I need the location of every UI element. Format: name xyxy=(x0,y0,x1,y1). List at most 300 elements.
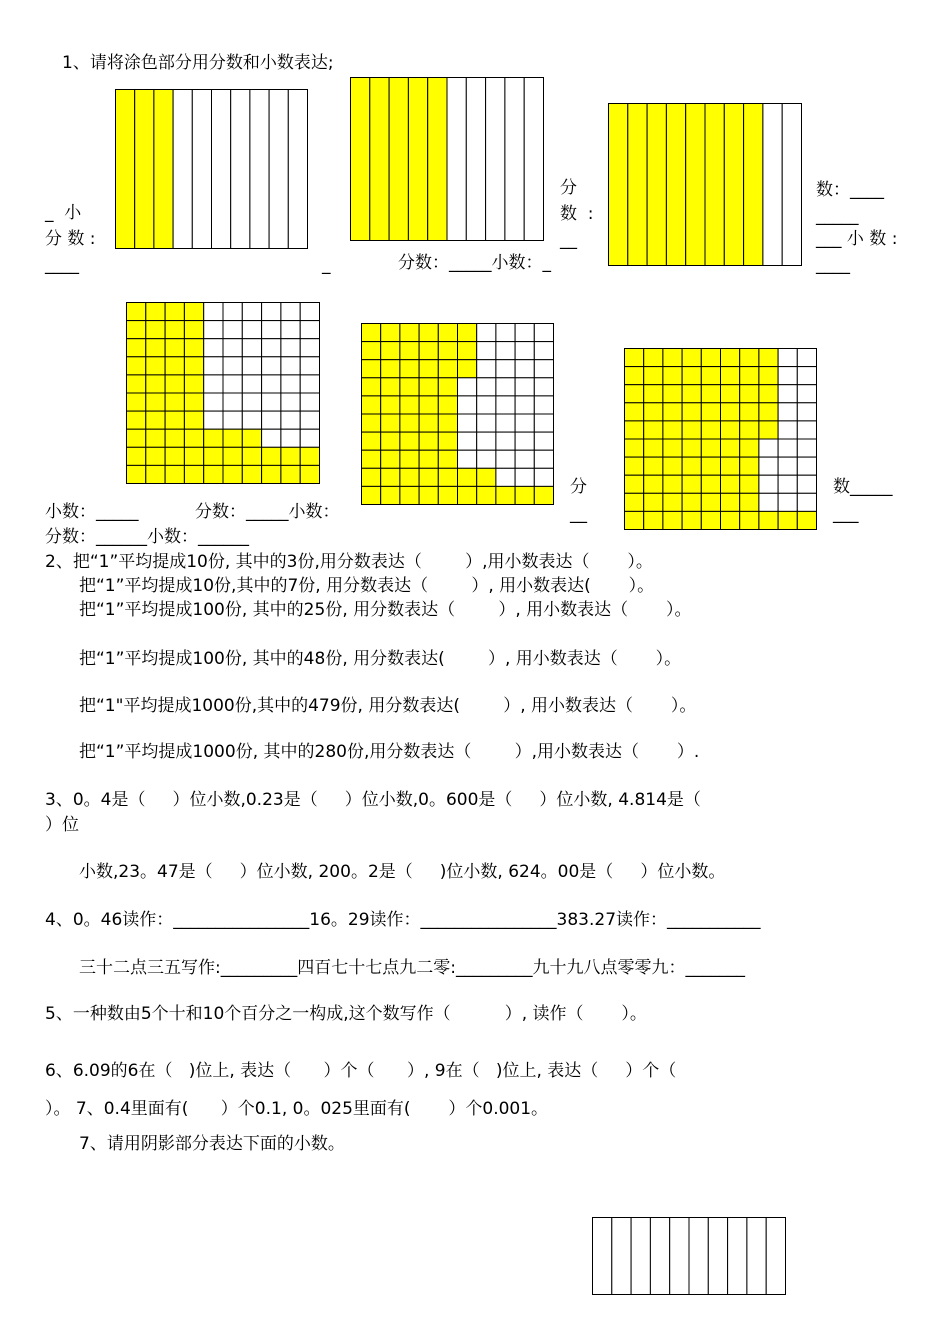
shaded-cell xyxy=(381,324,400,342)
empty-cell xyxy=(797,493,816,511)
shaded-cell xyxy=(184,357,203,375)
shaded-cell xyxy=(184,393,203,411)
empty-cell xyxy=(458,396,477,414)
empty-cell xyxy=(797,439,816,457)
shaded-cell xyxy=(127,357,146,375)
shaded-cell xyxy=(400,450,419,468)
empty-cell xyxy=(300,357,319,375)
empty-cell xyxy=(534,378,553,396)
empty-strip xyxy=(192,90,211,249)
shaded-cell xyxy=(663,385,682,403)
shaded-strip xyxy=(744,104,763,266)
empty-strip xyxy=(747,1218,766,1295)
q6-line-1: 6、6.09的6在（ )位上, 表达（ ）个（ ）, 9在（ )位上, 表达（ ）个（ xyxy=(45,1061,677,1081)
shaded-cell xyxy=(184,321,203,339)
empty-cell xyxy=(515,324,534,342)
shaded-cell xyxy=(223,465,242,483)
empty-cell xyxy=(262,303,281,321)
shaded-cell xyxy=(127,447,146,465)
shaded-cell xyxy=(400,360,419,378)
empty-cell xyxy=(534,414,553,432)
empty-cell xyxy=(281,429,300,447)
shaded-cell xyxy=(721,385,740,403)
shaded-strip xyxy=(389,78,408,241)
shaded-cell xyxy=(146,321,165,339)
shaded-cell xyxy=(625,475,644,493)
label-fraction-decimal-2: 分数：_____小数：_ xyxy=(398,253,551,273)
empty-strip xyxy=(763,104,782,266)
shaded-cell xyxy=(721,511,740,529)
shaded-cell xyxy=(759,403,778,421)
shaded-cell xyxy=(682,403,701,421)
shaded-cell xyxy=(644,511,663,529)
empty-cell xyxy=(496,342,515,360)
label-shu-6: 数_____ xyxy=(833,477,893,497)
empty-strip xyxy=(269,90,288,249)
empty-cell xyxy=(534,450,553,468)
shaded-cell xyxy=(400,486,419,504)
empty-cell xyxy=(300,375,319,393)
empty-cell xyxy=(477,342,496,360)
empty-cell xyxy=(515,450,534,468)
shaded-cell xyxy=(184,303,203,321)
shaded-cell xyxy=(165,411,184,429)
shaded-cell xyxy=(625,493,644,511)
shaded-cell xyxy=(165,357,184,375)
shaded-cell xyxy=(419,432,438,450)
empty-cell xyxy=(262,393,281,411)
shaded-cell xyxy=(663,439,682,457)
shaded-cell xyxy=(625,421,644,439)
empty-cell xyxy=(242,321,261,339)
shaded-cell xyxy=(242,447,261,465)
empty-cell xyxy=(281,339,300,357)
empty-cell xyxy=(223,303,242,321)
shaded-cell xyxy=(740,367,759,385)
empty-strip xyxy=(708,1218,727,1295)
shaded-cell xyxy=(438,450,457,468)
empty-cell xyxy=(242,393,261,411)
empty-strip xyxy=(466,78,485,241)
shaded-cell xyxy=(184,411,203,429)
shaded-cell xyxy=(644,493,663,511)
shaded-cell xyxy=(682,439,701,457)
shaded-cell xyxy=(701,439,720,457)
shaded-cell xyxy=(165,447,184,465)
empty-strip xyxy=(631,1218,650,1295)
empty-cell xyxy=(262,339,281,357)
shaded-cell xyxy=(740,475,759,493)
shaded-cell xyxy=(381,450,400,468)
shaded-cell xyxy=(262,447,281,465)
shaded-cell xyxy=(759,421,778,439)
shaded-cell xyxy=(682,493,701,511)
label-blank-1: ____ xyxy=(45,255,79,275)
shaded-cell xyxy=(458,324,477,342)
empty-cell xyxy=(477,378,496,396)
shaded-cell xyxy=(204,429,223,447)
empty-cell xyxy=(477,396,496,414)
shaded-cell xyxy=(721,349,740,367)
shaded-cell xyxy=(438,396,457,414)
empty-cell xyxy=(797,349,816,367)
shaded-cell xyxy=(381,414,400,432)
shaded-cell xyxy=(701,385,720,403)
shaded-cell xyxy=(184,447,203,465)
empty-cell xyxy=(204,411,223,429)
empty-cell xyxy=(797,385,816,403)
shaded-strip xyxy=(724,104,743,266)
shaded-cell xyxy=(127,375,146,393)
shaded-cell xyxy=(644,367,663,385)
shaded-cell xyxy=(281,447,300,465)
shaded-cell xyxy=(663,403,682,421)
empty-strip xyxy=(447,78,466,241)
label-blank-3: __ xyxy=(560,230,577,250)
shaded-strip xyxy=(628,104,647,266)
empty-cell xyxy=(778,367,797,385)
empty-cell xyxy=(204,375,223,393)
q2-line-3: 把“1”平均提成100份, 其中的25份, 用分数表达（ ）, 用小数表达（ ）。 xyxy=(79,600,692,620)
empty-cell xyxy=(778,493,797,511)
shaded-cell xyxy=(740,511,759,529)
shaded-cell xyxy=(300,465,319,483)
fraction-figure-2 xyxy=(350,77,544,241)
shaded-cell xyxy=(534,486,553,504)
shaded-cell xyxy=(400,324,419,342)
shaded-cell xyxy=(419,468,438,486)
shaded-cell xyxy=(419,378,438,396)
empty-cell xyxy=(534,432,553,450)
empty-cell xyxy=(778,475,797,493)
shaded-cell xyxy=(400,414,419,432)
empty-cell xyxy=(242,303,261,321)
shaded-cell xyxy=(644,385,663,403)
shaded-cell xyxy=(778,511,797,529)
shaded-cell xyxy=(362,360,381,378)
empty-cell xyxy=(797,367,816,385)
shaded-cell xyxy=(204,447,223,465)
shaded-cell xyxy=(759,367,778,385)
empty-strip xyxy=(593,1218,612,1295)
shaded-cell xyxy=(663,349,682,367)
shaded-cell xyxy=(458,486,477,504)
shaded-cell xyxy=(477,486,496,504)
empty-cell xyxy=(223,411,242,429)
fraction-figure-6 xyxy=(624,348,817,530)
shaded-cell xyxy=(438,324,457,342)
shaded-cell xyxy=(458,468,477,486)
shaded-cell xyxy=(146,357,165,375)
empty-cell xyxy=(496,396,515,414)
label-blank-7: ___ xyxy=(833,504,859,524)
shaded-cell xyxy=(701,475,720,493)
shaded-cell xyxy=(663,457,682,475)
label-blank-4: _____ xyxy=(816,206,859,226)
shaded-cell xyxy=(438,414,457,432)
empty-cell xyxy=(281,357,300,375)
shaded-strip xyxy=(154,90,173,249)
empty-cell xyxy=(778,457,797,475)
q4-line-2: 三十二点三五写作:_________四百七十七点九二零:_________九十九八点零零九：_______ xyxy=(79,958,745,978)
q3-line-1: 3、0。4是（ ）位小数,0.23是（ ）位小数,0。600是（ ）位小数, 4.814是（ xyxy=(45,790,701,810)
label-decimal-4: 小数：_____ xyxy=(45,502,139,522)
q3-line-3: 小数,23。47是（ ）位小数, 200。2是（ )位小数, 624。00是（ ）位小数。 xyxy=(79,862,726,882)
empty-cell xyxy=(515,378,534,396)
fraction-figure-4 xyxy=(126,302,320,484)
empty-cell xyxy=(458,378,477,396)
empty-strip xyxy=(505,78,524,241)
label-blank-6: __ xyxy=(570,504,587,524)
label-fraction-1: 分 数 : xyxy=(45,229,96,249)
q2-line-2: 把“1”平均提成10份,其中的7份, 用分数表达（ ）, 用小数表达( ）。 xyxy=(79,576,655,596)
shaded-cell xyxy=(438,486,457,504)
empty-cell xyxy=(778,385,797,403)
q7-title: 7、请用阴影部分表达下面的小数。 xyxy=(79,1134,345,1154)
label-shu-blank: 数：____ xyxy=(816,180,884,200)
empty-cell xyxy=(300,339,319,357)
shaded-cell xyxy=(740,457,759,475)
empty-strip xyxy=(173,90,192,249)
shaded-cell xyxy=(362,432,381,450)
shaded-cell xyxy=(663,367,682,385)
shaded-cell xyxy=(721,475,740,493)
shaded-cell xyxy=(184,339,203,357)
empty-strip xyxy=(288,90,307,249)
shaded-cell xyxy=(400,378,419,396)
shaded-strip xyxy=(705,104,724,266)
shaded-cell xyxy=(184,429,203,447)
empty-cell xyxy=(300,321,319,339)
shaded-cell xyxy=(362,396,381,414)
empty-cell xyxy=(496,468,515,486)
shaded-cell xyxy=(759,511,778,529)
shaded-cell xyxy=(721,457,740,475)
shaded-cell xyxy=(381,486,400,504)
empty-cell xyxy=(759,439,778,457)
shaded-cell xyxy=(165,321,184,339)
shaded-cell xyxy=(362,486,381,504)
shaded-cell xyxy=(127,303,146,321)
shaded-cell xyxy=(242,429,261,447)
empty-cell xyxy=(778,349,797,367)
empty-cell xyxy=(759,457,778,475)
empty-cell xyxy=(496,432,515,450)
shaded-cell xyxy=(146,447,165,465)
shaded-cell xyxy=(721,493,740,511)
shaded-cell xyxy=(625,457,644,475)
shaded-cell xyxy=(381,396,400,414)
q2-line-4: 把“1”平均提成100份, 其中的48份, 用分数表达( ）, 用小数表达（ ）。 xyxy=(79,649,682,669)
empty-cell xyxy=(759,493,778,511)
shaded-cell xyxy=(419,414,438,432)
empty-cell xyxy=(477,450,496,468)
shaded-cell xyxy=(419,396,438,414)
empty-cell xyxy=(458,450,477,468)
blank-strip-figure[interactable] xyxy=(592,1217,786,1295)
shaded-cell xyxy=(663,475,682,493)
empty-strip xyxy=(728,1218,747,1295)
shaded-cell xyxy=(362,342,381,360)
empty-cell xyxy=(262,429,281,447)
empty-cell xyxy=(458,432,477,450)
shaded-cell xyxy=(262,465,281,483)
shaded-cell xyxy=(644,349,663,367)
empty-strip xyxy=(612,1218,631,1295)
label-fen-6: 分 xyxy=(570,477,587,497)
shaded-strip xyxy=(408,78,427,241)
q5-line-1: 5、一种数由5个十和10个百分之一构成,这个数写作（ ）, 读作（ ）。 xyxy=(45,1004,647,1024)
shaded-cell xyxy=(381,468,400,486)
q2-line-6: 把“1”平均提成1000份, 其中的280份,用分数表达（ ）,用小数表达（ ）. xyxy=(79,742,700,762)
shaded-cell xyxy=(740,439,759,457)
shaded-cell xyxy=(458,360,477,378)
shaded-cell xyxy=(419,486,438,504)
empty-cell xyxy=(534,468,553,486)
fraction-figure-5 xyxy=(361,323,554,505)
empty-cell xyxy=(496,378,515,396)
shaded-strip xyxy=(116,90,135,249)
shaded-cell xyxy=(362,450,381,468)
q2-line-1: 2、把“1”平均提成10份, 其中的3份,用分数表达（ ）,用小数表达（ ）。 xyxy=(45,552,653,572)
empty-cell xyxy=(204,303,223,321)
label-fraction-decimal-4: 分数：______小数：______ xyxy=(45,527,249,547)
empty-cell xyxy=(797,457,816,475)
shaded-strip xyxy=(647,104,666,266)
shaded-cell xyxy=(496,486,515,504)
empty-strip xyxy=(670,1218,689,1295)
shaded-cell xyxy=(701,403,720,421)
empty-cell xyxy=(515,432,534,450)
empty-cell xyxy=(797,403,816,421)
shaded-cell xyxy=(184,465,203,483)
empty-cell xyxy=(242,411,261,429)
shaded-cell xyxy=(701,367,720,385)
shaded-cell xyxy=(721,403,740,421)
shaded-cell xyxy=(625,349,644,367)
q6-line-2: ）。 7、0.4里面有( ）个0.1, 0。025里面有( ）个0.001。 xyxy=(45,1099,549,1119)
empty-cell xyxy=(477,432,496,450)
shaded-cell xyxy=(625,439,644,457)
fraction-figure-1 xyxy=(115,89,308,249)
shaded-cell xyxy=(127,339,146,357)
empty-cell xyxy=(262,357,281,375)
shaded-cell xyxy=(740,349,759,367)
shaded-cell xyxy=(146,303,165,321)
shaded-cell xyxy=(477,468,496,486)
shaded-cell xyxy=(682,511,701,529)
empty-cell xyxy=(223,321,242,339)
empty-cell xyxy=(223,393,242,411)
shaded-cell xyxy=(165,339,184,357)
empty-cell xyxy=(477,324,496,342)
empty-cell xyxy=(223,339,242,357)
shaded-cell xyxy=(682,475,701,493)
empty-strip xyxy=(782,104,801,266)
shaded-cell xyxy=(644,475,663,493)
shaded-strip xyxy=(370,78,389,241)
empty-cell xyxy=(759,475,778,493)
empty-cell xyxy=(534,396,553,414)
shaded-cell xyxy=(146,375,165,393)
empty-cell xyxy=(223,375,242,393)
label-fen: 分 xyxy=(560,178,577,198)
shaded-cell xyxy=(146,465,165,483)
shaded-cell xyxy=(127,411,146,429)
shaded-cell xyxy=(438,378,457,396)
empty-cell xyxy=(515,414,534,432)
empty-strip xyxy=(766,1218,785,1295)
shaded-cell xyxy=(165,375,184,393)
shaded-cell xyxy=(625,385,644,403)
empty-cell xyxy=(778,403,797,421)
empty-cell xyxy=(515,342,534,360)
empty-cell xyxy=(281,321,300,339)
empty-cell xyxy=(300,303,319,321)
shaded-cell xyxy=(146,429,165,447)
shaded-cell xyxy=(701,421,720,439)
shaded-cell xyxy=(625,511,644,529)
shaded-cell xyxy=(682,457,701,475)
shaded-cell xyxy=(701,493,720,511)
shaded-cell xyxy=(400,396,419,414)
shaded-cell xyxy=(419,360,438,378)
shaded-strip xyxy=(666,104,685,266)
empty-cell xyxy=(778,421,797,439)
shaded-cell xyxy=(400,342,419,360)
empty-strip xyxy=(212,90,231,249)
shaded-cell xyxy=(797,511,816,529)
shaded-cell xyxy=(127,321,146,339)
empty-cell xyxy=(534,324,553,342)
label-shu: 数 : xyxy=(560,204,594,224)
shaded-cell xyxy=(701,349,720,367)
shaded-strip xyxy=(609,104,628,266)
empty-cell xyxy=(496,360,515,378)
shaded-cell xyxy=(721,421,740,439)
shaded-cell xyxy=(242,465,261,483)
shaded-cell xyxy=(381,360,400,378)
q1-title: 1、请将涂色部分用分数和小数表达; xyxy=(62,53,334,73)
empty-strip xyxy=(524,78,543,241)
empty-cell xyxy=(458,414,477,432)
empty-cell xyxy=(204,339,223,357)
empty-cell xyxy=(477,360,496,378)
empty-cell xyxy=(242,375,261,393)
label-decimal-3: ___ 小 数 : xyxy=(816,229,898,249)
shaded-cell xyxy=(458,342,477,360)
shaded-cell xyxy=(146,393,165,411)
empty-cell xyxy=(281,375,300,393)
shaded-cell xyxy=(721,367,740,385)
shaded-cell xyxy=(419,450,438,468)
shaded-cell xyxy=(165,429,184,447)
shaded-cell xyxy=(682,349,701,367)
fraction-figure-3 xyxy=(608,103,802,266)
shaded-cell xyxy=(165,303,184,321)
empty-cell xyxy=(223,357,242,375)
shaded-strip xyxy=(351,78,370,241)
shaded-cell xyxy=(701,457,720,475)
shaded-cell xyxy=(740,421,759,439)
empty-cell xyxy=(797,421,816,439)
shaded-cell xyxy=(759,349,778,367)
shaded-cell xyxy=(223,447,242,465)
shaded-cell xyxy=(438,360,457,378)
shaded-cell xyxy=(204,465,223,483)
shaded-cell xyxy=(381,342,400,360)
empty-cell xyxy=(496,450,515,468)
